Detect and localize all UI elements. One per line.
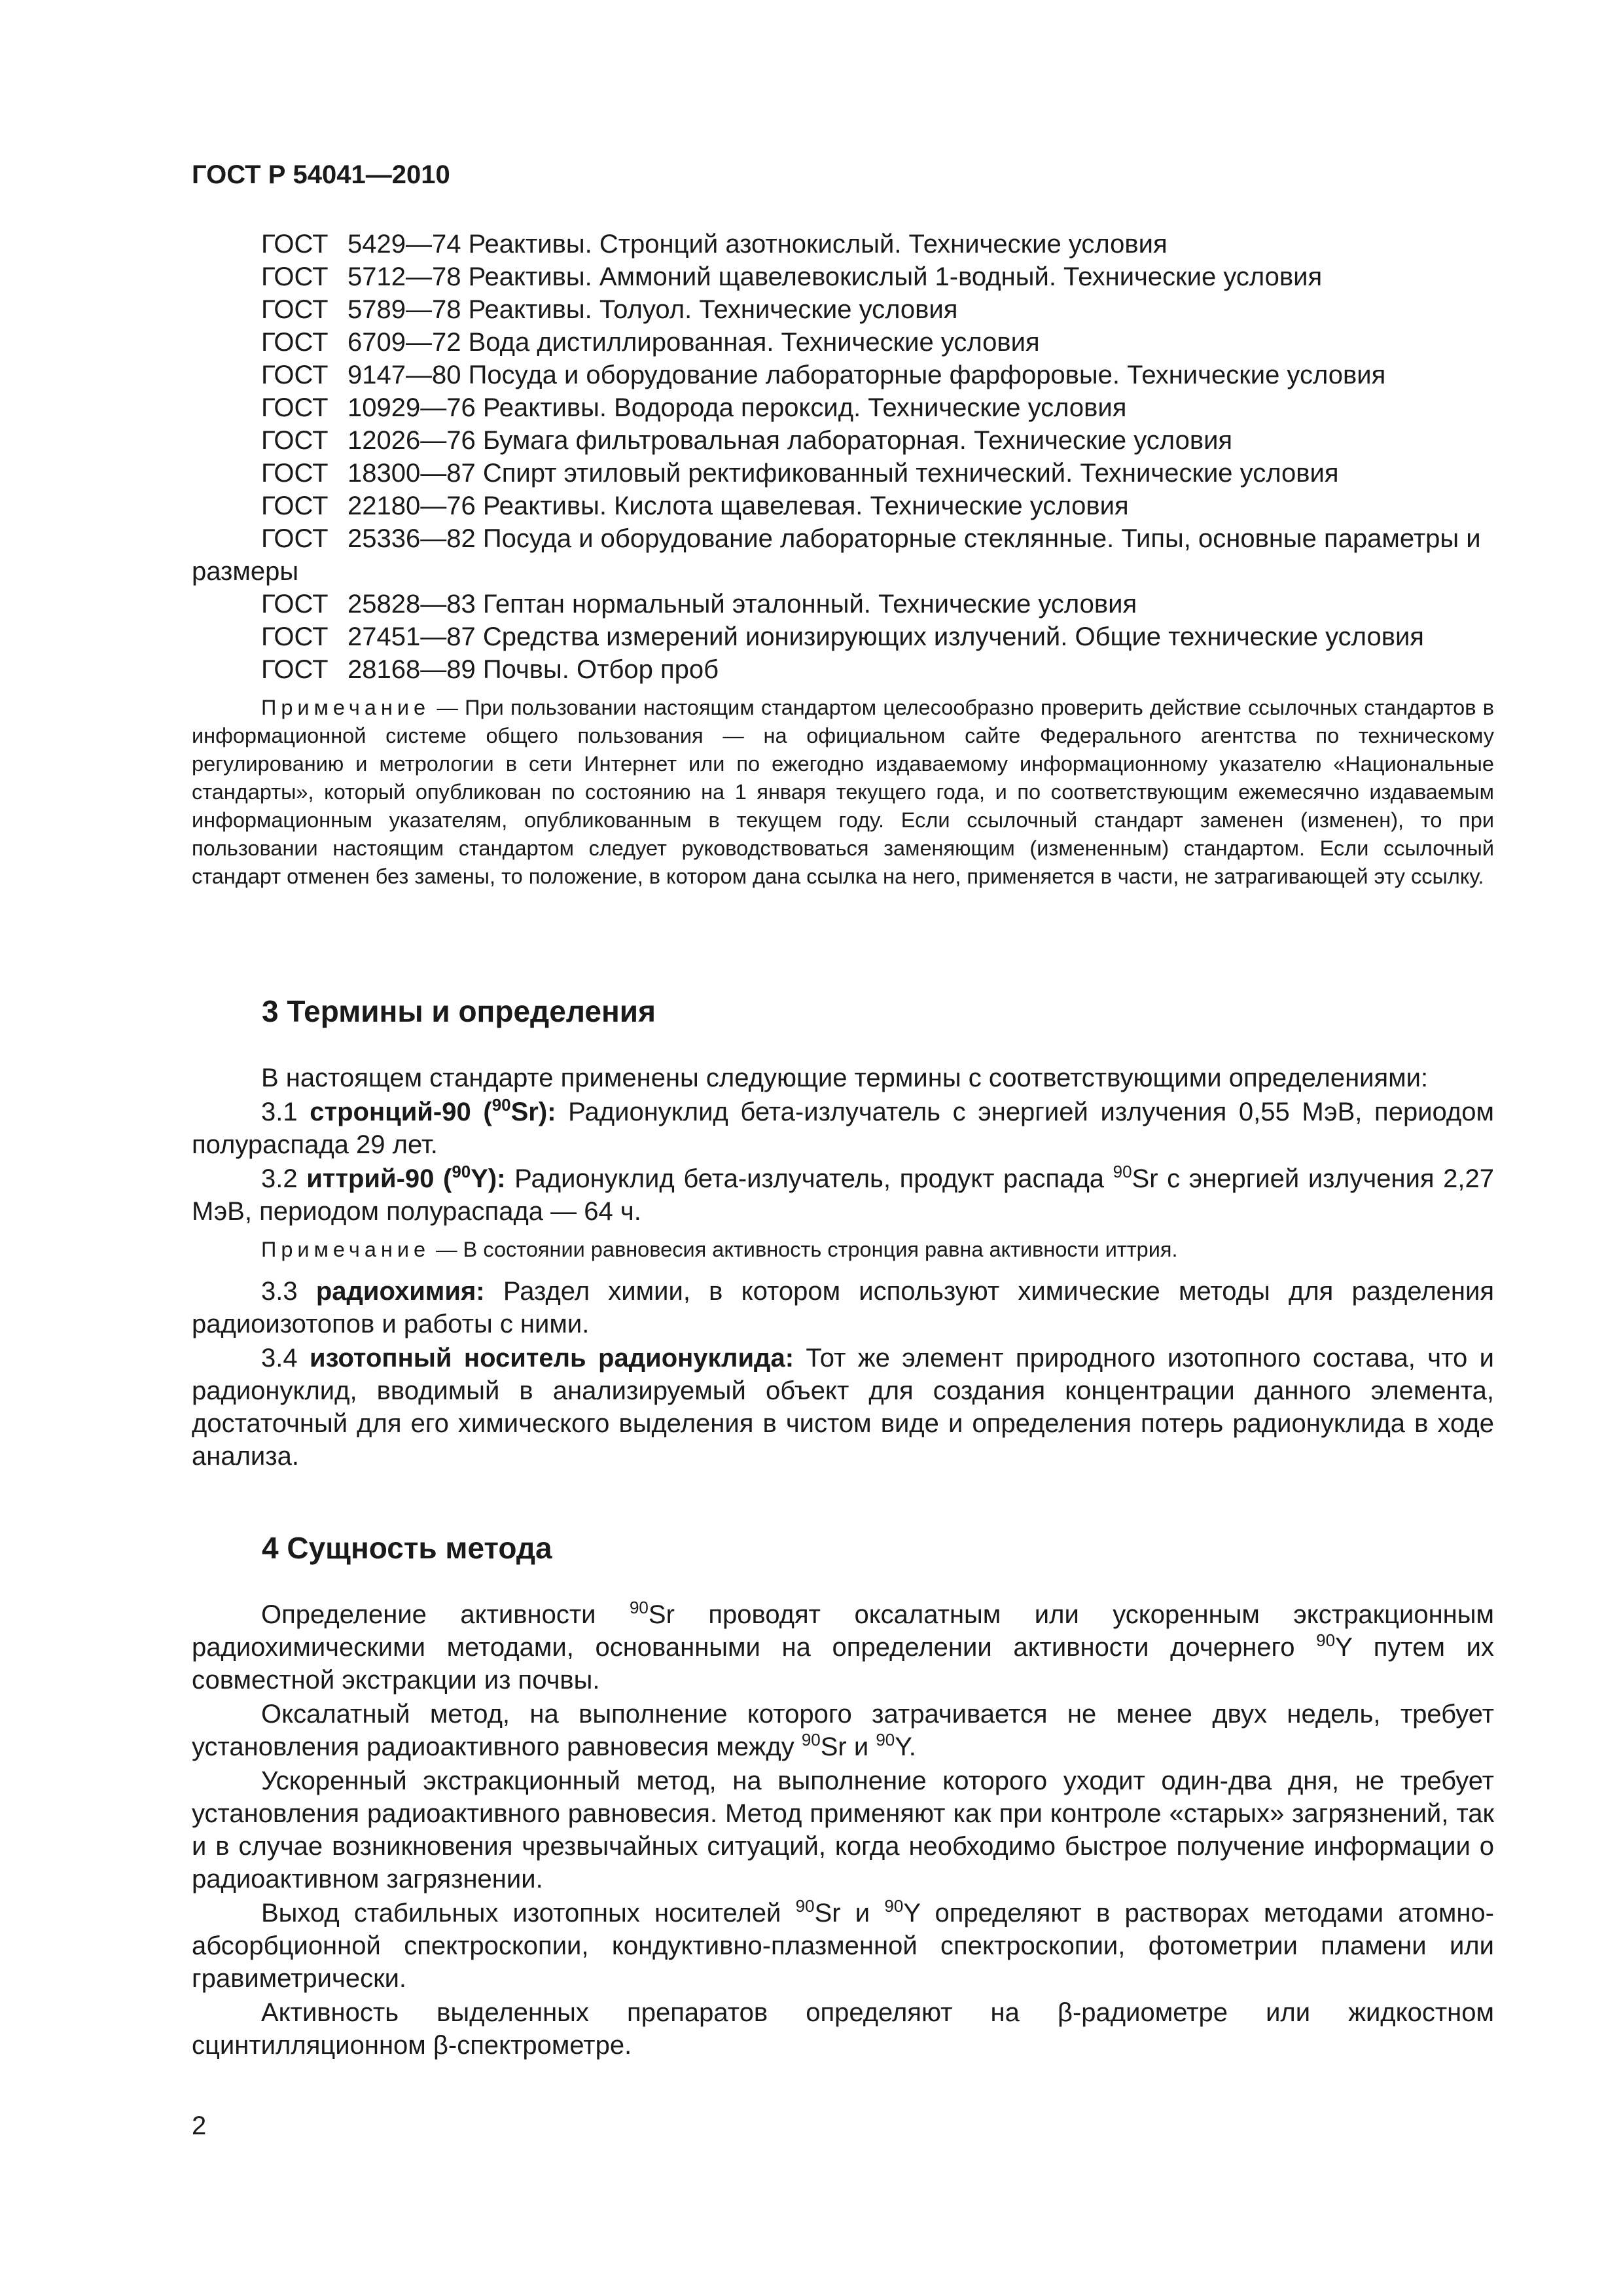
method-paragraph-2: Оксалатный метод, на выполнение которого затрачивается не менее двух недель, требует установления радиоактивного равновесия между $^{90}$Sr и $^{90}$Y. [192, 1700, 1494, 1761]
reference-code: ГОСТ [261, 230, 329, 259]
term-number: 3.1 [261, 1098, 310, 1126]
note-label: Примечание [261, 696, 431, 719]
reference-text: 25828—83 Гептан нормальный эталонный. Технические условия [348, 590, 1137, 619]
reference-code: ГОСТ [261, 295, 329, 324]
reference-item [192, 228, 1494, 260]
reference-text: 5789—78 Реактивы. Толуол. Технические условия [348, 295, 958, 324]
reference-code: ГОСТ [261, 328, 329, 357]
method-paragraph-3: Ускоренный экстракционный метод, на выполнение которого уходит один-два дня, не требует установления радиоактивного равновесия. Метод применяют как при контроле «старых» загрязнений, так и в случае возникновения чрезвычайных ситуаций, когда необходимо быстрое получение информации о радиоактивном загрязнении. [192, 1767, 1494, 1893]
term-number: 3.3 [261, 1277, 316, 1306]
reference-item [192, 653, 1494, 686]
reference-item [192, 490, 1494, 522]
references-note [192, 694, 1494, 891]
term-definition: Раздел химии, в котором используют химические методы для разделения радиоизотопов и работы с ними. [192, 1277, 1494, 1338]
method-paragraph-4: Выход стабильных изотопных носителей $^{90}$Sr и $^{90}$Y определяют в растворах методами атомно-абсорбционной спектроскопии, кондуктивно-плазменной спектроскопии, фотометрии пламени или гравиметрически. [192, 1896, 1494, 1993]
term-name: иттрий-90 ($^{90}$Y): [306, 1162, 506, 1193]
section-3-body-continued [192, 1275, 1494, 1474]
reference-code: ГОСТ [261, 361, 329, 389]
reference-code: ГОСТ [261, 393, 329, 422]
reference-text: 10929—76 Реактивы. Водорода пероксид. Технические условия [348, 393, 1127, 422]
reference-text: 27451—87 Средства измерений ионизирующих излучений. Общие технические условия [348, 622, 1424, 651]
term-number: 3.2 [261, 1164, 307, 1193]
note-text: — В состоянии равновесия активность стронция равна активности иттрия. [430, 1238, 1178, 1261]
method-paragraph-1: Определение активности $^{90}$Sr проводят оксалатным или ускоренным экстракционным радиохимическими методами, основанными на определении активности дочернего $^{90}$Y путем их совместной экстракции из почвы. [192, 1598, 1494, 1695]
term-name: радиохимия: [315, 1277, 485, 1306]
reference-text: 9147—80 Посуда и оборудование лабораторные фарфоровые. Технические условия [348, 361, 1386, 389]
normative-references-list [192, 228, 1494, 686]
term-name: изотопный носитель радионуклида: [310, 1344, 794, 1372]
note-text: — При пользовании настоящим стандартом целесообразно проверить действие ссылочных стандартов в информационной системе общего пользования — на официальном сайте Федерального агентства по техническому регулированию и метрологии в сети Интернет или по ежегодно издаваемому информационному указателю «Национальные стандарты», который опубликован по состоянию на 1 января текущего года, и по соответствующим ежемесячно издаваемым информационным указателям, опубликованным в текущем году. Если ссылочный стандарт заменен (изменен), то при пользовании настоящим стандартом следует руководствоваться заменяющим (измененным) стандартом. Если ссылочный стандарт отменен без замены, то положение, в котором дана ссылка на него, применяется в части, не затрагивающей эту ссылку. [192, 696, 1494, 888]
reference-item [192, 457, 1494, 490]
section-3-title: 3 Термины и определения [262, 994, 656, 1028]
reference-text: 6709—72 Вода дистиллированная. Технические условия [348, 328, 1040, 357]
reference-code: ГОСТ [261, 655, 329, 684]
method-paragraph-5: Активность выделенных препаратов определяют на β-радиометре или жидкостном сцинтилляционном β-спектрометре. [192, 1998, 1494, 2060]
section-3-intro: В настоящем стандарте применены следующие термины с соответствующими определениями: [261, 1064, 1429, 1092]
reference-item [192, 359, 1494, 391]
term-definition: Тот же элемент природного изотопного состава, что и радионуклид, вводимый в анализируемый объект для создания концентрации данного элемента, достаточный для его химического выделения в чистом виде и определения потерь радионуклида в ходе анализа. [192, 1344, 1494, 1471]
section-3-body [192, 1062, 1494, 1229]
reference-item [192, 522, 1494, 588]
term-3-2 [192, 1162, 1494, 1228]
term-definition: Радионуклид бета-излучатель, продукт распада $^{90}$Sr с энергией излучения 2,27 МэВ, периодом полураспада — 64 ч. [192, 1162, 1495, 1226]
term-name: стронций-90 ($^{90}$Sr): [310, 1095, 556, 1126]
reference-item [192, 293, 1494, 326]
reference-item [192, 260, 1494, 293]
reference-item [192, 620, 1494, 653]
reference-code: ГОСТ [261, 590, 329, 619]
reference-code: ГОСТ [261, 524, 329, 553]
term-3-1 [192, 1096, 1494, 1161]
note-label: Примечание [261, 1238, 431, 1261]
reference-text: 25336—82 Посуда и оборудование лабораторные стеклянные. Типы, основные параметры и размеры [192, 524, 1481, 586]
reference-item [192, 588, 1494, 620]
term-definition: Радионуклид бета-излучатель с энергией излучения 0,55 МэВ, периодом полураспада 29 лет. [192, 1098, 1494, 1159]
reference-text: 22180—76 Реактивы. Кислота щавелевая. Технические условия [348, 492, 1129, 520]
reference-code: ГОСТ [261, 426, 329, 455]
term-3-3 [192, 1275, 1494, 1340]
term-3-4 [192, 1342, 1494, 1473]
section-4-title: 4 Сущность метода [262, 1531, 552, 1565]
term-number: 3.4 [261, 1344, 310, 1372]
equilibrium-note [192, 1236, 1494, 1264]
reference-text: 5712—78 Реактивы. Аммоний щавелевокислый 1-водный. Технические условия [348, 262, 1323, 291]
reference-code: ГОСТ [261, 492, 329, 520]
reference-text: 18300—87 Спирт этиловый ректификованный технический. Технические условия [348, 459, 1339, 488]
document-header: ГОСТ Р 54041—2010 [192, 160, 450, 189]
reference-item [192, 424, 1494, 457]
reference-code: ГОСТ [261, 622, 329, 651]
reference-text: 5429—74 Реактивы. Стронций азотнокислый. Технические условия [348, 230, 1168, 259]
reference-item [192, 326, 1494, 359]
section-4-body [192, 1598, 1494, 2063]
reference-item [192, 391, 1494, 424]
reference-code: ГОСТ [261, 262, 329, 291]
reference-text: 12026—76 Бумага фильтровальная лабораторная. Технические условия [348, 426, 1233, 455]
page-number: 2 [192, 2111, 207, 2140]
reference-text: 28168—89 Почвы. Отбор проб [348, 655, 719, 684]
reference-code: ГОСТ [261, 459, 329, 488]
